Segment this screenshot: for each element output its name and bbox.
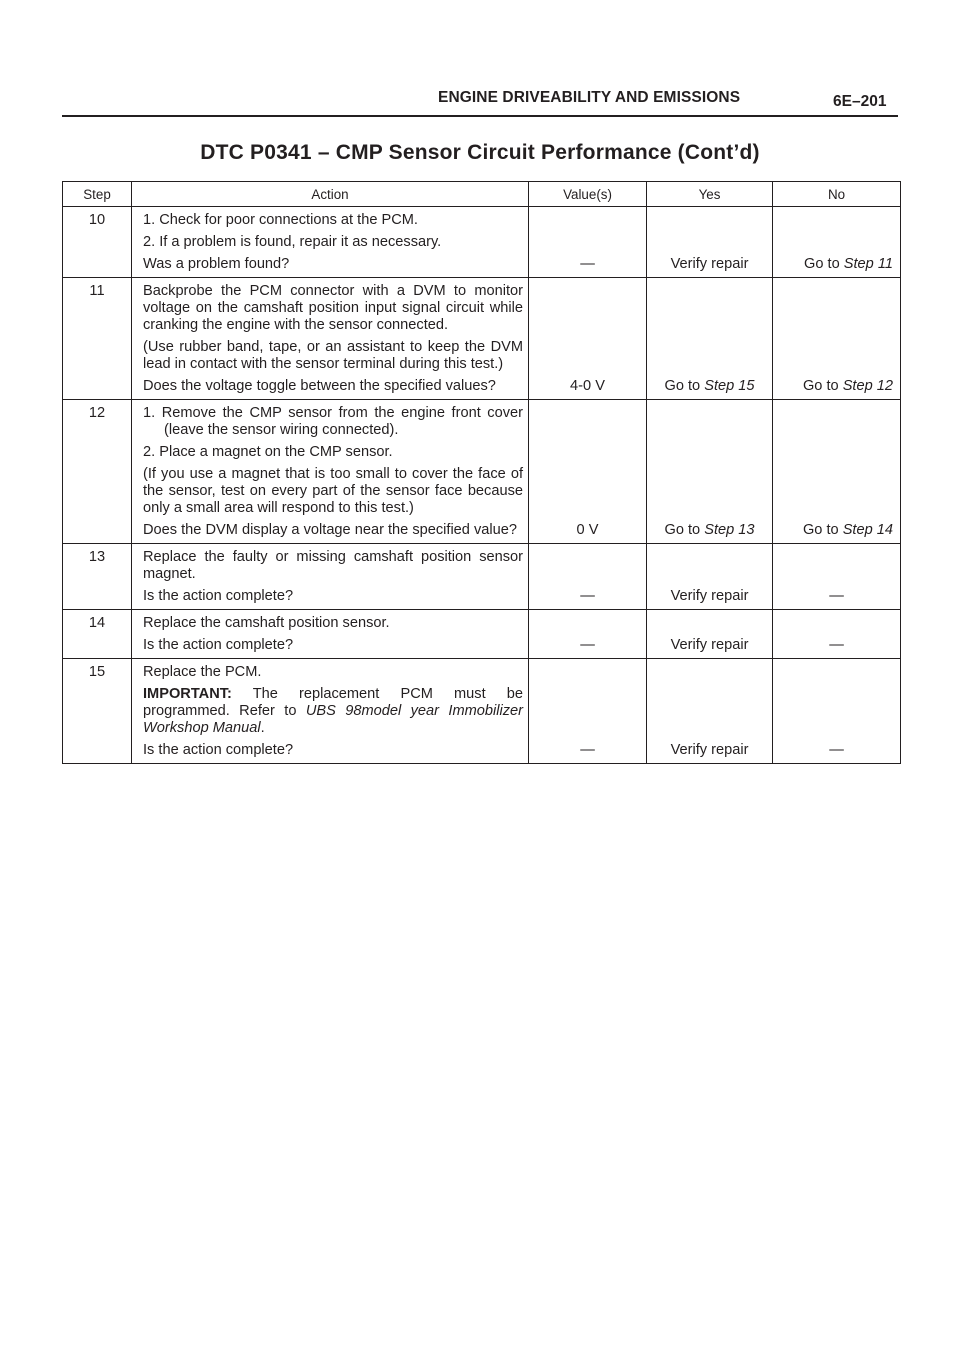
manual-reference: UBS 98model year Immobilizer Workshop Manual	[143, 703, 523, 736]
action-item: 2. If a problem is found, repair it as necessary.	[143, 234, 442, 250]
value-cell: 4-0 V	[529, 278, 647, 400]
table-row-step-15	[63, 659, 901, 764]
column-header-step: Step	[63, 182, 132, 207]
yes-cell: Verify repair	[647, 659, 773, 764]
action-cell	[132, 278, 529, 400]
no-cell: —	[773, 610, 901, 659]
action-question: Is the action complete?	[143, 588, 294, 604]
goto-prefix: Go to	[664, 378, 705, 394]
no-cell	[773, 207, 901, 278]
page-title: DTC P0341 – CMP Sensor Circuit Performance (Cont’d)	[200, 141, 760, 164]
action-item: 1. Remove the CMP sensor from the engine front cover (leave the sensor wiring connected).	[143, 405, 523, 438]
action-item: 2. Place a magnet on the CMP sensor.	[143, 444, 393, 460]
action-paragraph: (If you use a magnet that is too small to cover the face of the sensor, test on every part of the sensor face because only a small area will respond to this test.)	[143, 466, 523, 516]
step-reference: Step 12	[842, 378, 893, 394]
yes-cell: Verify repair	[647, 544, 773, 610]
running-header-section: ENGINE DRIVEABILITY AND EMISSIONS	[438, 89, 741, 106]
action-cell	[132, 659, 529, 764]
value-cell: —	[529, 207, 647, 278]
yes-cell: Verify repair	[647, 207, 773, 278]
action-cell	[132, 207, 529, 278]
no-cell: —	[773, 659, 901, 764]
step-reference: Step 14	[842, 522, 893, 538]
column-header-action: Action	[132, 182, 529, 207]
action-question: Does the voltage toggle between the specified values?	[143, 378, 496, 394]
header-rule	[62, 115, 898, 117]
action-question: Does the DVM display a voltage near the specified value?	[143, 522, 517, 538]
important-label: IMPORTANT:	[143, 686, 232, 702]
yes-cell	[647, 400, 773, 544]
table-row-step-10	[63, 207, 901, 278]
value-cell: 0 V	[529, 400, 647, 544]
step-number: 11	[63, 278, 132, 400]
goto-prefix: Go to	[802, 378, 843, 394]
table-row-step-12	[63, 400, 901, 544]
goto-prefix: Go to	[802, 522, 843, 538]
goto-prefix: Go to	[804, 256, 844, 272]
table-row-step-13	[63, 544, 901, 610]
column-header-no: No	[773, 182, 901, 207]
step-number: 10	[63, 207, 132, 278]
action-cell	[132, 400, 529, 544]
action-paragraph: Replace the PCM.	[143, 664, 262, 680]
action-paragraph: Backprobe the PCM connector with a DVM to monitor voltage on the camshaft position input signal circuit while cranking the engine with the sensor connected.	[143, 283, 523, 333]
running-header-page-number: 6E–201	[833, 93, 887, 110]
table-header-row	[63, 182, 901, 207]
step-number: 13	[63, 544, 132, 610]
goto-prefix: Go to	[664, 522, 705, 538]
step-reference: Step 13	[704, 522, 755, 538]
action-question: Is the action complete?	[143, 742, 294, 758]
column-header-values: Value(s)	[529, 182, 647, 207]
action-paragraph: Replace the faulty or missing camshaft position sensor magnet.	[143, 549, 523, 582]
step-number: 12	[63, 400, 132, 544]
step-number: 14	[63, 610, 132, 659]
no-cell: —	[773, 544, 901, 610]
action-paragraph: (Use rubber band, tape, or an assistant to keep the DVM lead in contact with the sensor terminal during this test.)	[143, 339, 523, 372]
column-header-yes: Yes	[647, 182, 773, 207]
yes-cell: Verify repair	[647, 610, 773, 659]
table-row-step-11	[63, 278, 901, 400]
step-reference: Step 15	[704, 378, 755, 394]
step-reference: Step 11	[843, 256, 893, 272]
value-cell: —	[529, 659, 647, 764]
step-number: 15	[63, 659, 132, 764]
action-cell	[132, 610, 529, 659]
value-cell: —	[529, 610, 647, 659]
diagnostic-table	[62, 181, 901, 764]
action-paragraph: Replace the camshaft position sensor.	[143, 615, 390, 631]
yes-cell	[647, 278, 773, 400]
action-question: Was a problem found?	[143, 256, 290, 272]
no-cell	[773, 278, 901, 400]
value-cell: —	[529, 544, 647, 610]
important-note	[143, 686, 523, 737]
no-cell	[773, 400, 901, 544]
action-item: 1. Check for poor connections at the PCM.	[143, 212, 418, 228]
action-cell	[132, 544, 529, 610]
table-row-step-14	[63, 610, 901, 659]
important-end: .	[260, 720, 265, 736]
important-text: The replacement PCM must be programmed. Refer to	[143, 686, 523, 719]
action-question: Is the action complete?	[143, 637, 294, 653]
